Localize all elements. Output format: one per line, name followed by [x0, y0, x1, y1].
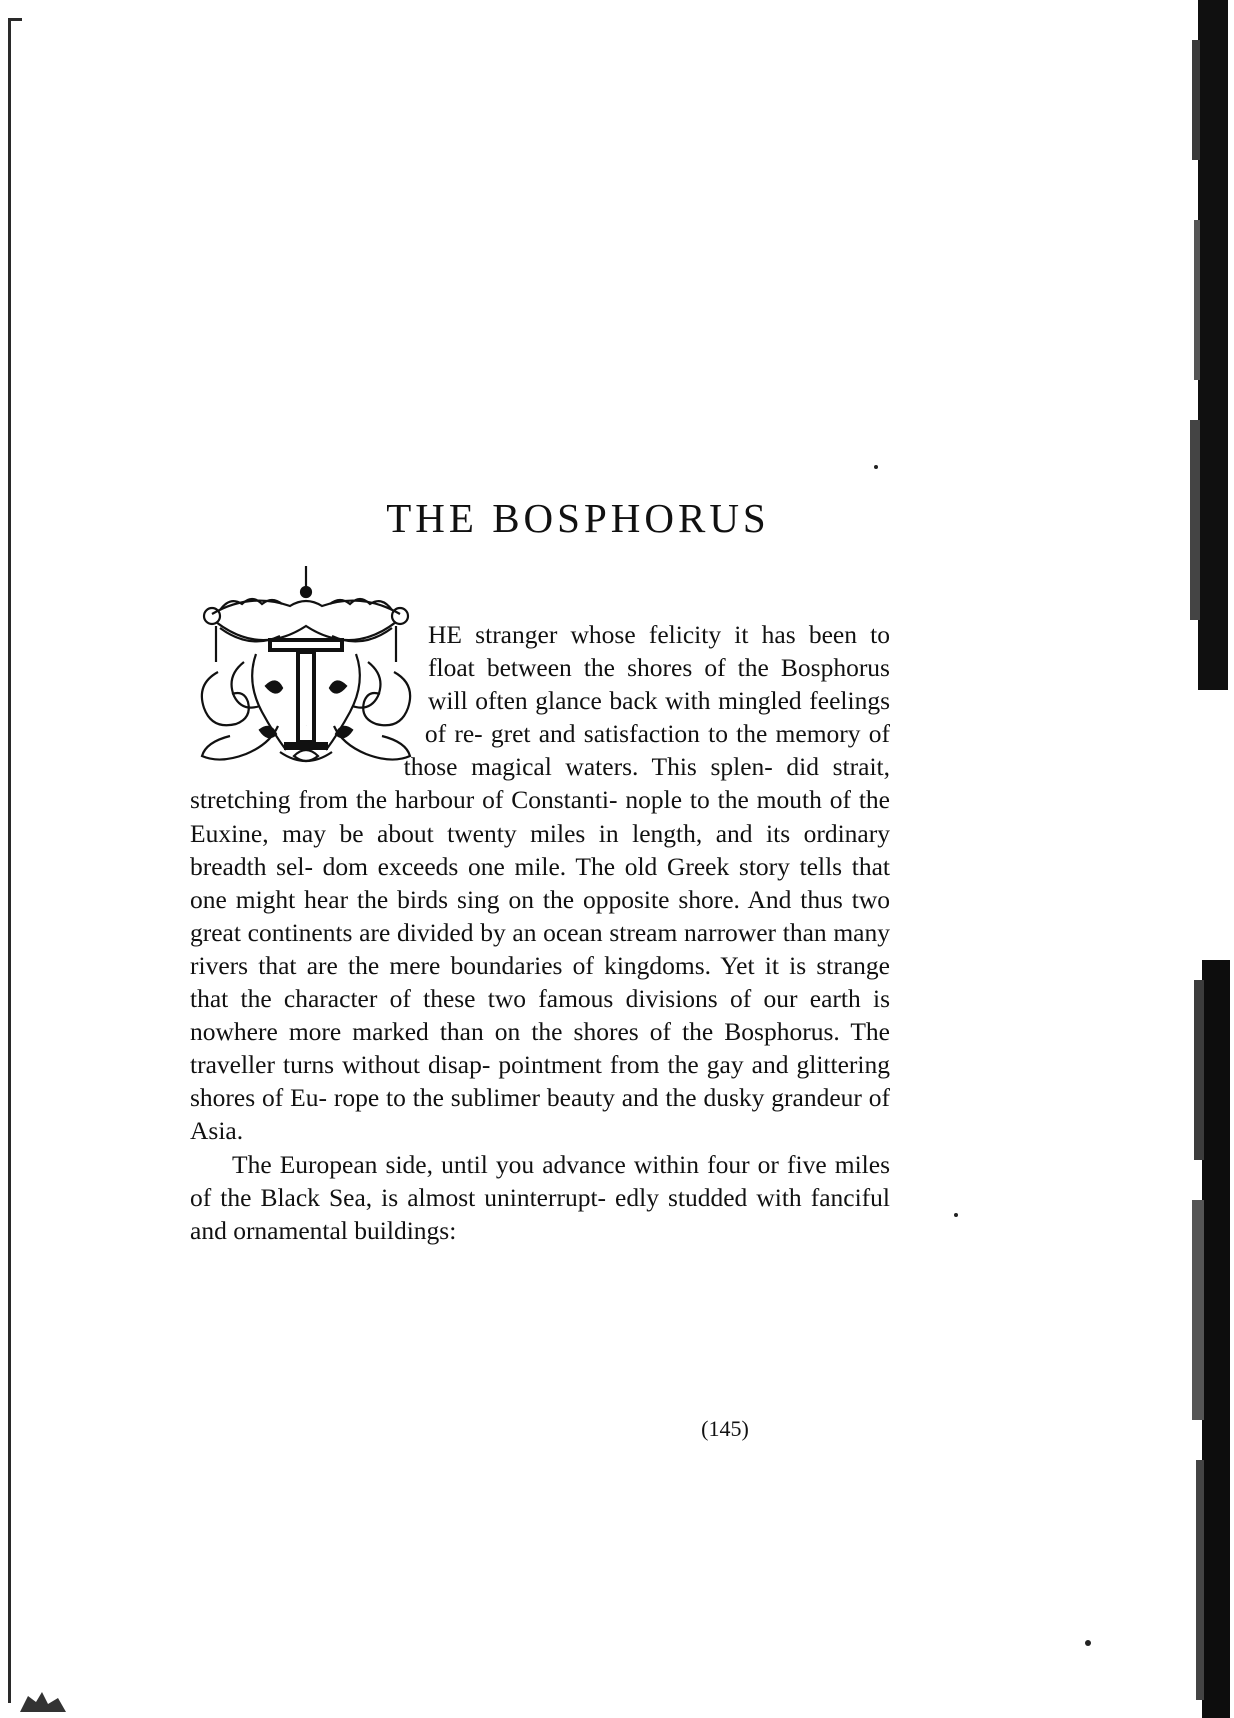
page-edge-corner [8, 18, 22, 21]
page-edge-rule [8, 18, 11, 1703]
ornamental-drop-cap [190, 566, 422, 771]
binding-shadow-strip [1188, 0, 1234, 1718]
speck [954, 1213, 958, 1217]
corner-smudge [18, 1688, 68, 1714]
speck [874, 465, 878, 469]
drop-cap-ornament [190, 566, 422, 771]
page-number: (145) [701, 1416, 749, 1441]
body-text [190, 618, 890, 1247]
speck [1085, 1640, 1091, 1646]
page-title: THE BOSPHORUS [386, 495, 770, 541]
paragraph-2: The European side, until you advance within four or five miles of the Black Sea, is almost uninterrupt- edly studded with fanciful and ornamental buildings: [190, 1149, 890, 1245]
paragraph-1: HE stranger whose felicity it has been to float between the shores of the Bosphorus will often glance back with mingled feelings of re- gret and satisfaction to the memory of those magical waters. This splen- did strait, stretching from the harbour of Constanti- nople to the mouth of the Euxine, may be about twenty miles in length, and its ordinary breadth sel- dom exceeds one mile. The old Greek story tells that one might hear the birds sing on the opposite shore. And thus two great continents are divided by an ocean stream narrower than many rivers that are the mere boundaries of kingdoms. Yet it is strange that the character of these two famous divisions of our earth is nowhere more marked than on the shores of the Bosphorus. The traveller turns without disap- pointment from the gay and glittering shores of Eu- rope to the sublimer beauty and the dusky grandeur of Asia. [190, 620, 890, 1146]
drop-cap-letter: T [305, 726, 307, 727]
